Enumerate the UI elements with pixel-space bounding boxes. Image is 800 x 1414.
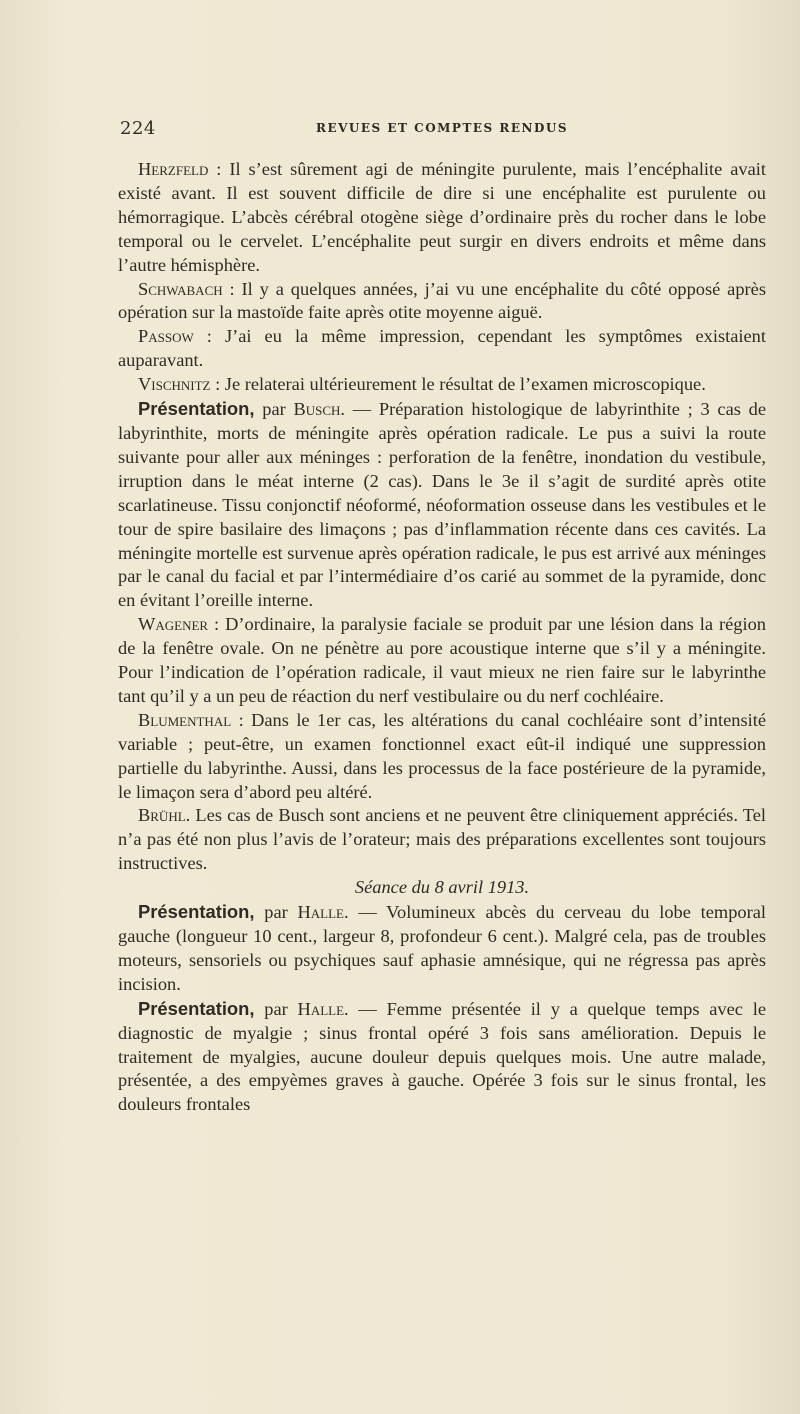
body-text	[118, 158, 766, 1117]
paragraph-text: . — Femme présentée il y a quelque temps avec le diagnostic de myalgie ; sinus frontal opéré 3 fois sans amélioration. Depuis le traitement de myalgies, aucune douleur depuis quelques mois. Une autre malade, présentée, a des empyèmes graves à gauche. Opérée 3 fois sur le sinus frontal, les douleurs frontales	[118, 998, 766, 1115]
author-name: Busch	[293, 399, 341, 420]
paragraph-text: : Il s’est sûrement agi de méningite purulente, mais l’encéphalite avait existé avant. Il est souvent difficile de dire si une encéphalite est purulente ou hémorragique. L’abcès cérébral otogène siège d’ordinaire près du rocher dans le lobe temporal ou le cervelet. L’encéphalite peut surgir en divers endroits et même dans l’autre hémisphère.	[118, 159, 766, 275]
speaker-name: Brühl	[138, 805, 186, 826]
speaker-name: Wagener	[138, 614, 209, 635]
presentation-label: Présentation,	[138, 901, 255, 923]
paragraph-vischnitz	[118, 373, 766, 397]
paragraph-herzfeld	[118, 158, 766, 278]
author-name: Halle	[297, 902, 344, 923]
presentation-halle-1	[118, 900, 766, 997]
presentation-halle-2	[118, 997, 766, 1118]
page-number: 224	[120, 118, 156, 139]
speaker-name: Blumenthal	[138, 709, 232, 730]
paragraph-wagener	[118, 613, 766, 709]
paragraph-text: . Les cas de Busch sont anciens et ne peuvent être cliniquement appréciés. Tel n’a pas été non plus l’avis de l’orateur; mais des préparations excellentes sont toujours instructives.	[118, 805, 766, 874]
paragraph-text: . — Volumineux abcès du cerveau du lobe temporal gauche (longueur 10 cent., largeur 8, profondeur 6 cent.). Malgré cela, pas de troubles moteurs, sensoriels ou psychiques sauf aphasie amnésique, qui ne régressa pas après incision.	[118, 902, 766, 994]
running-title: REVUES ET COMPTES RENDUS	[316, 121, 568, 135]
paragraph-text: : D’ordinaire, la paralysie faciale se produit par une lésion dans la région de la fenêtre ovale. On ne pénètre au pore acoustique interne que s’il y a méningite. Pour l’indication de l’opération radicale, il vaut mieux ne rien faire sur le labyrinthe tant qu’il y a un peu de réaction du nerf vestibulaire ou du nerf cochléaire.	[118, 614, 766, 706]
paragraph-blumenthal	[118, 709, 766, 805]
par-word: par	[254, 998, 298, 1019]
paragraph-text: : Il y a quelques années, j’ai vu une encéphalite du côté opposé après opération sur la mastoïde faite après otite moyenne aiguë.	[118, 278, 766, 323]
paragraph-text: : J’ai eu la même impression, cependant les symptômes existaient auparavant.	[118, 326, 766, 371]
presentation-label: Présentation,	[138, 997, 255, 1019]
seance-heading: Séance du 8 avril 1913.	[354, 877, 530, 898]
speaker-name: Herzfeld	[138, 159, 209, 179]
speaker-name: Passow	[138, 326, 194, 347]
paragraph-text: : Je relaterai ultérieurement le résultat de l’examen microscopique.	[210, 374, 706, 395]
par-word: par	[254, 399, 294, 420]
author-name: Halle	[297, 998, 345, 1019]
par-word: par	[254, 902, 298, 923]
speaker-name: Vischnitz	[138, 374, 211, 395]
paragraph-schwabach	[118, 278, 766, 326]
paragraph-text: . — Préparation histologique de labyrinthite ; 3 cas de labyrinthite, morts de méningite après opération radicale. Le pus a suivi la route suivante pour aller aux méninges : perforation de la fenêtre, inondation du vestibule, irruption dans le méat interne (2 cas). Dans le 3e il s’agit de surdité après otite scarlatineuse. Tissu conjonctif néoformé, néoformation osseuse dans les vestibules et le tour de spire basilaire des limaçons ; pas d’inflammation récente dans ces cavités. La méningite mortelle est survenue après opération radicale, le pus est arrivé aux méninges par le canal du facial et par l’intermédiaire d’os carié au sommet de la pyramide, donc en évitant l’oreille interne.	[118, 399, 766, 611]
speaker-name: Schwabach	[138, 278, 223, 299]
paragraph-text: : Dans le 1er cas, les altérations du canal cochléaire sont d’intensité variable ; peut-être, un examen fonctionnel exact eût-il indiqué une suppression partielle du labyrinthe. Aussi, dans les processus de la face postérieure de la pyramide, le limaçon sera d’abord peu altéré.	[118, 709, 766, 802]
paragraph-passow	[118, 325, 766, 373]
page-header	[118, 118, 766, 144]
presentation-busch	[118, 397, 766, 613]
paragraph-bruhl	[118, 804, 766, 876]
presentation-label: Présentation,	[138, 398, 255, 420]
